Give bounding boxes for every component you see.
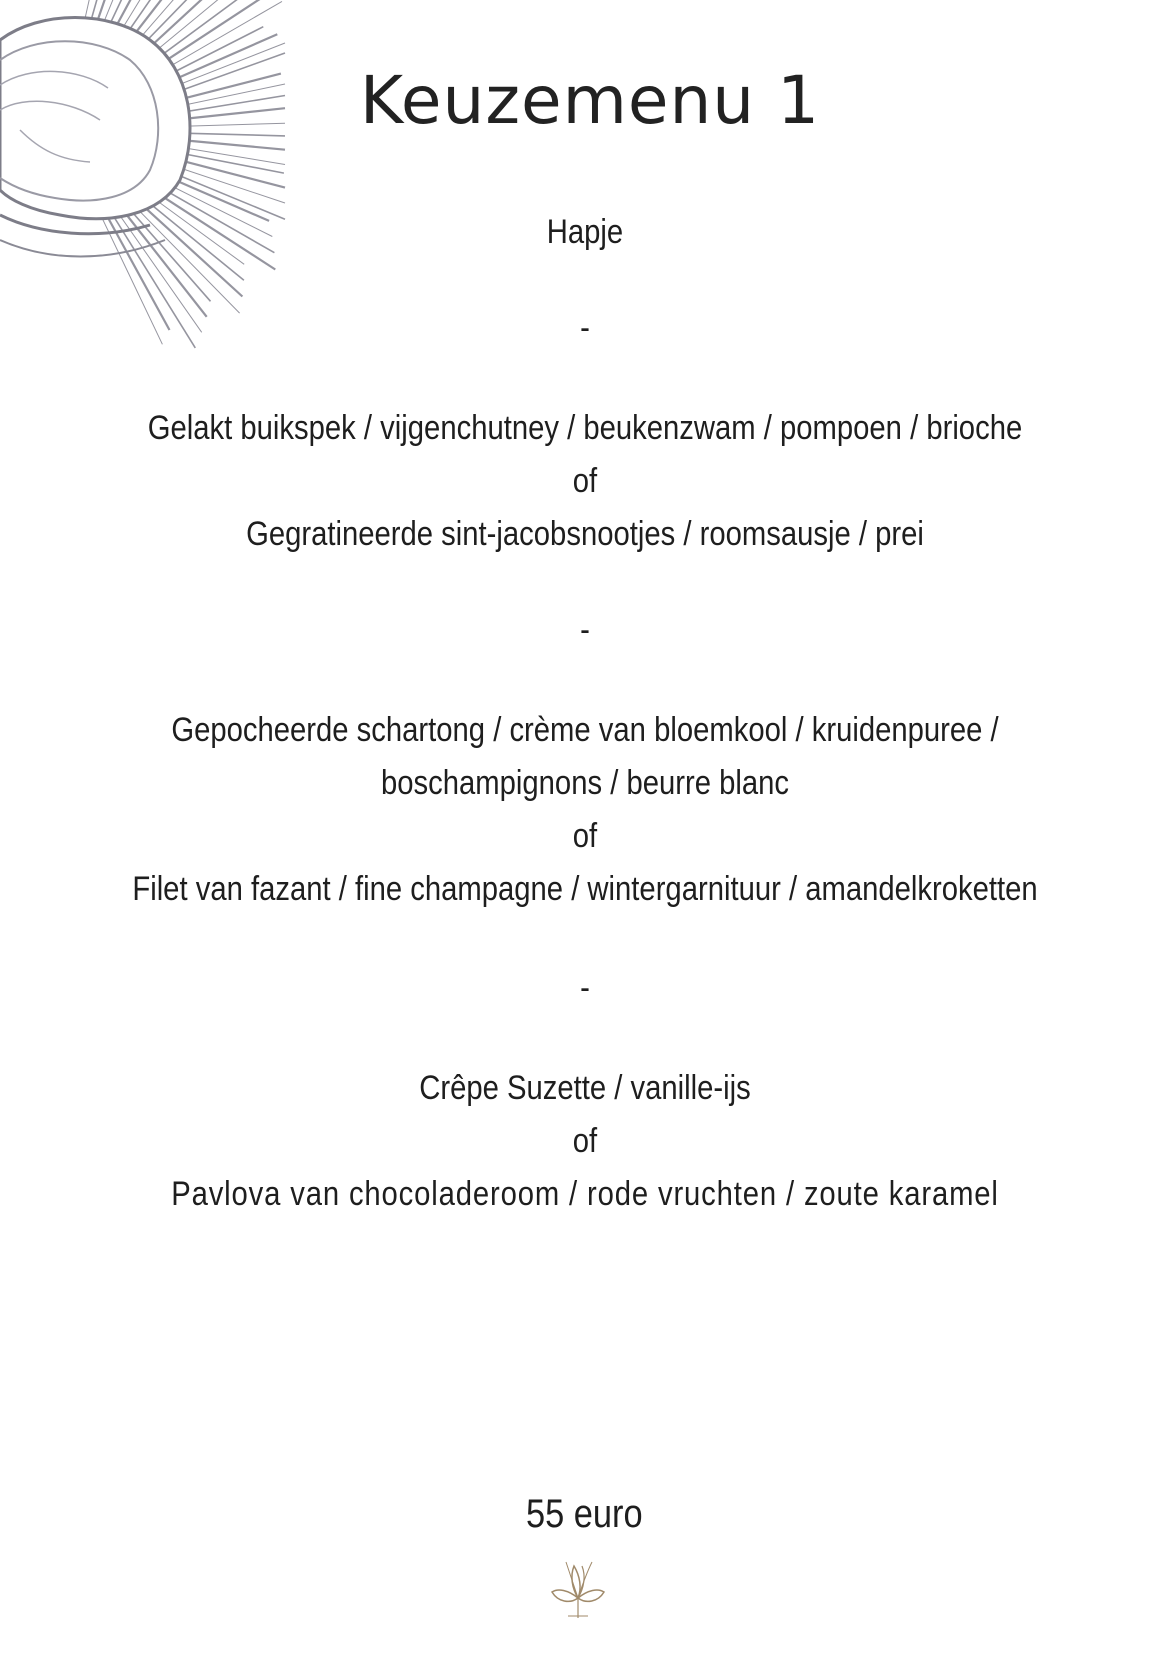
dessert-option-2: Pavlova van chocoladeroom / rode vruchten / zoute karamel: [171, 1175, 999, 1213]
main-option-1-line-1: Gepocheerde schartong / crème van bloemkool / kruidenpuree /: [171, 711, 999, 749]
main-option-2: Filet van fazant / fine champagne / wintergarnituur / amandelkroketten: [132, 870, 1038, 908]
course-separator: -: [580, 309, 590, 347]
choice-word: of: [572, 1122, 598, 1160]
starter-option-2: Gegratineerde sint-jacobsnootjes / roomsausje / prei: [246, 515, 924, 553]
amuse-course: Hapje: [546, 213, 624, 251]
menu-price: 55 euro: [525, 1492, 643, 1536]
choice-word: of: [572, 817, 598, 855]
choice-word: of: [572, 462, 598, 500]
main-option-1-line-2: boschampignons / beurre blanc: [381, 764, 789, 802]
starter-option-1: Gelakt buikspek / vijgenchutney / beukenzwam / pompoen / brioche: [147, 409, 1023, 447]
course-separator: -: [580, 611, 590, 649]
leaf-logo-icon: [548, 1558, 608, 1622]
dessert-option-1: Crêpe Suzette / vanille-ijs: [419, 1069, 751, 1107]
course-separator: -: [580, 969, 590, 1007]
menu-title: Keuzemenu 1: [359, 62, 821, 139]
